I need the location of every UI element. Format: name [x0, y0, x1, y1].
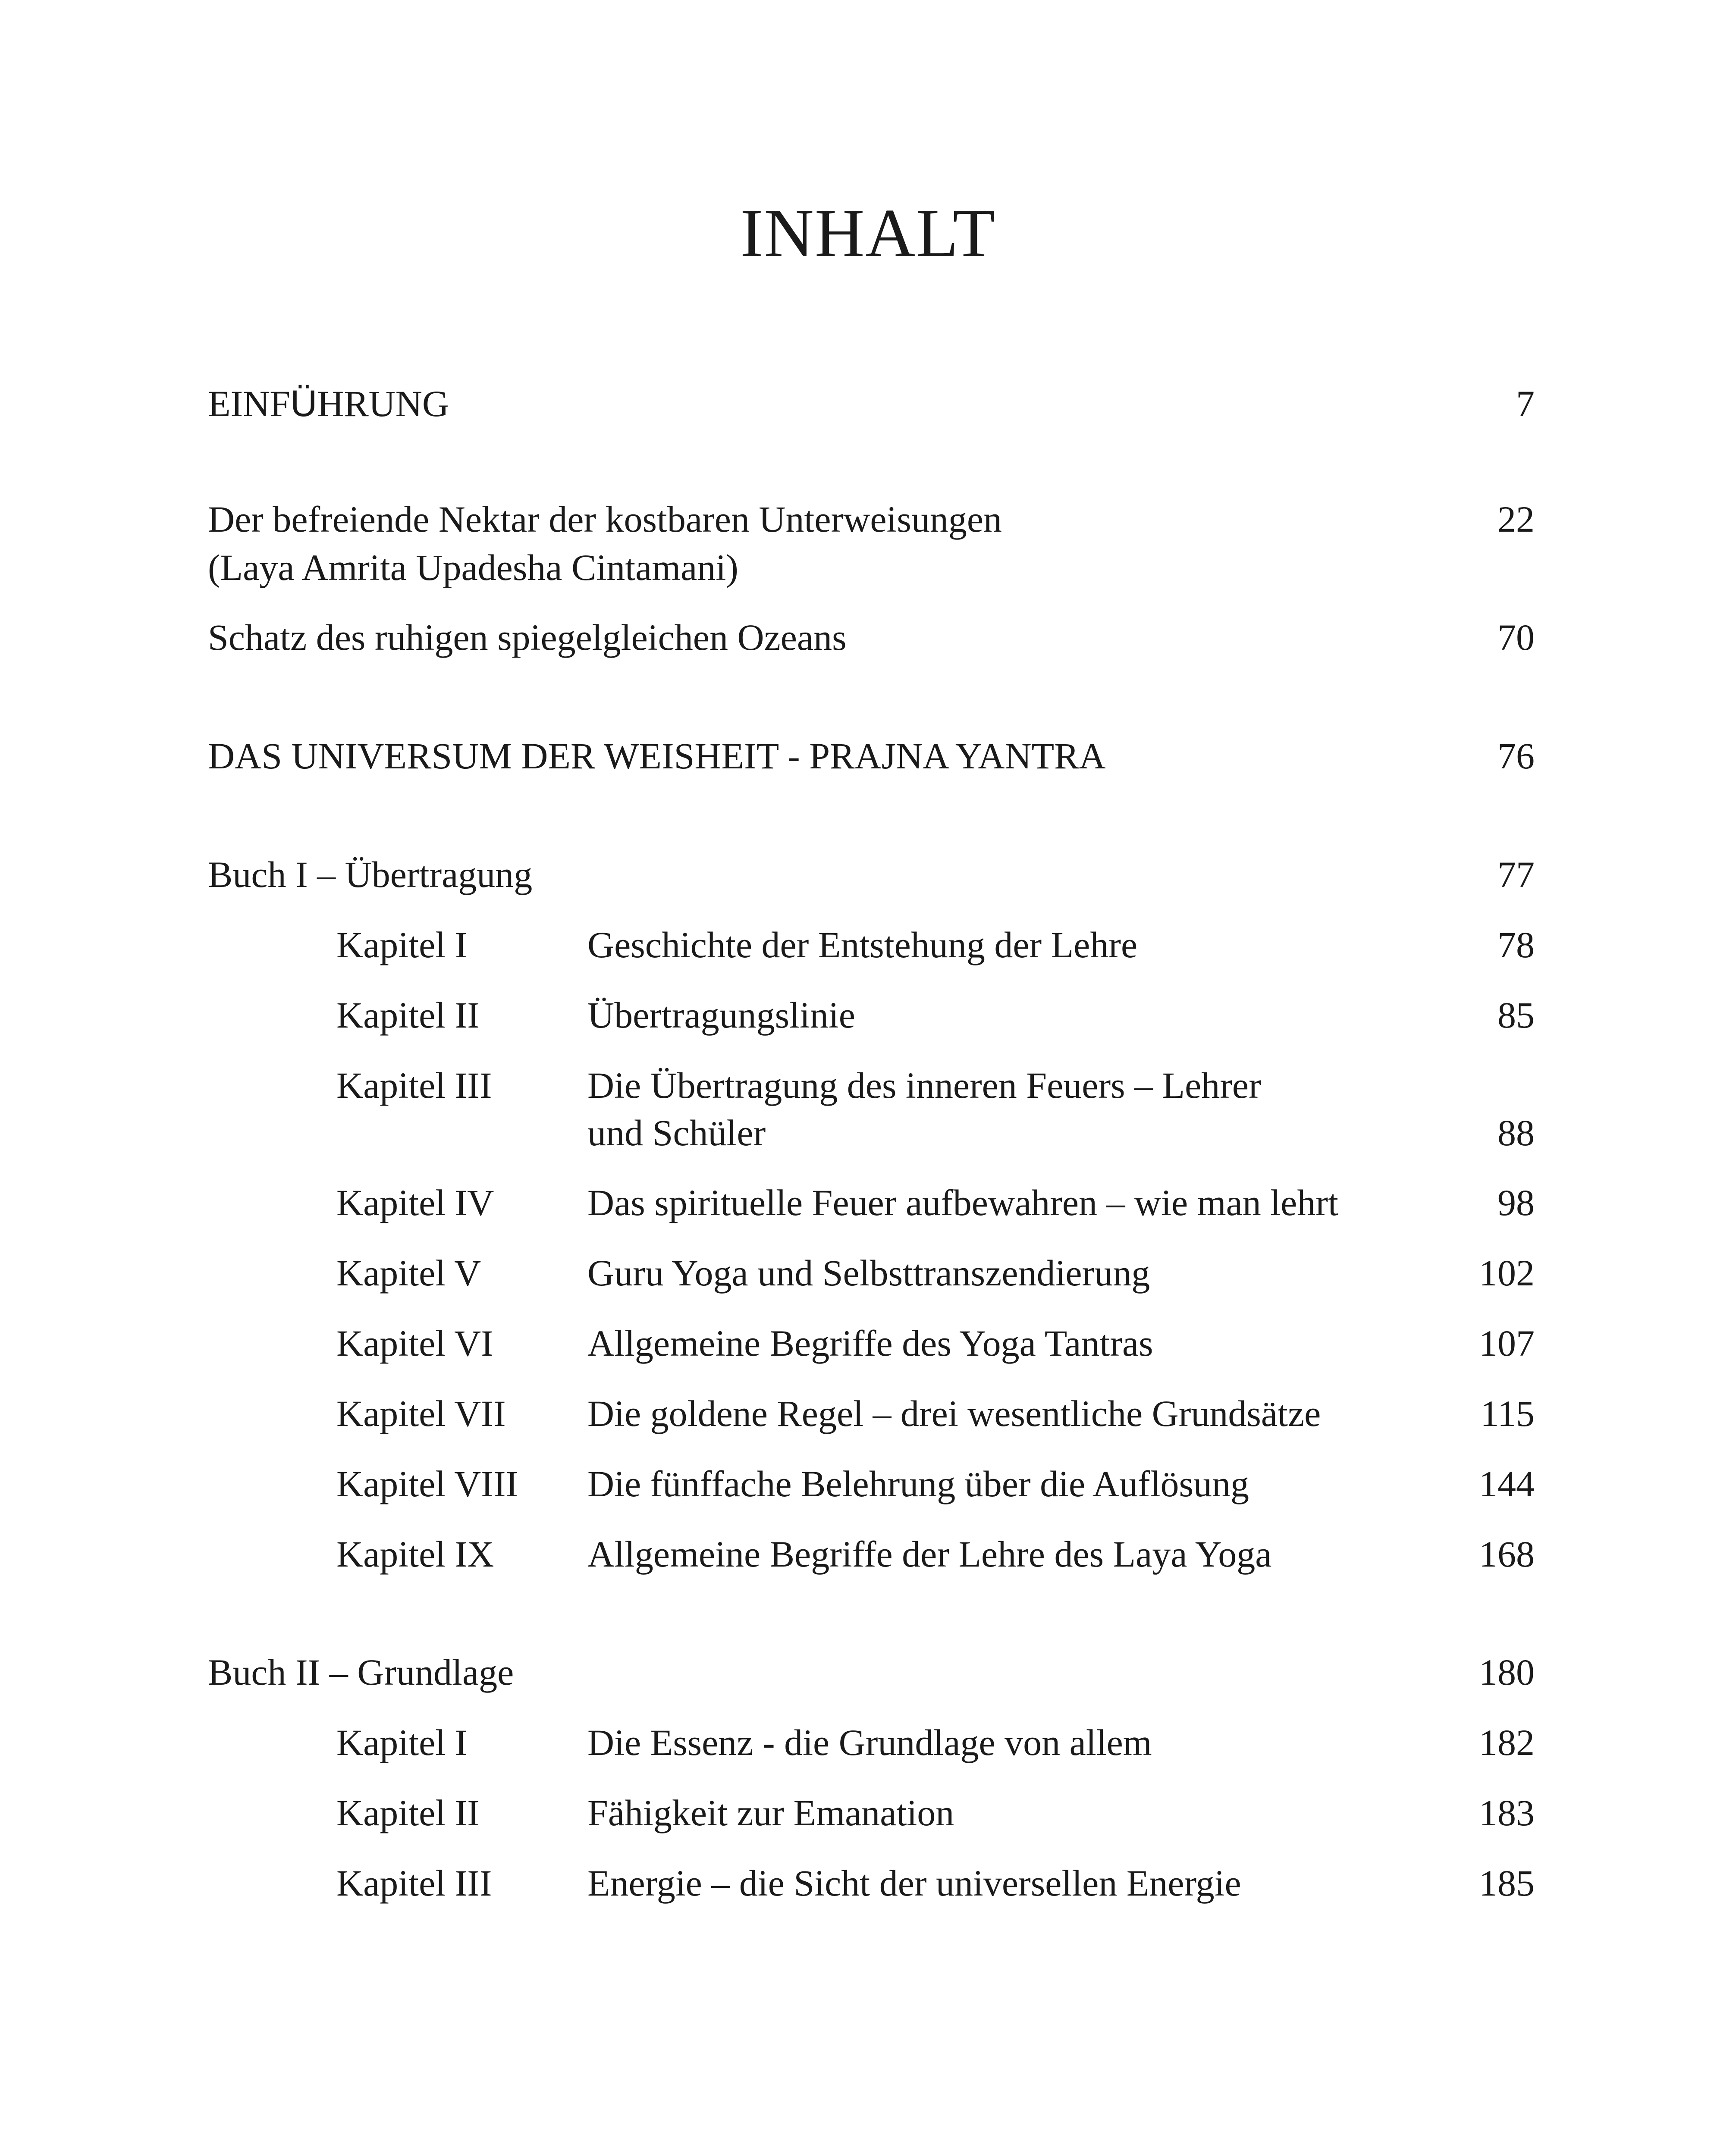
chapter-title[interactable]: Allgemeine Begriffe des Yoga Tantras	[587, 1322, 1153, 1364]
chapter-label: Kapitel IV	[336, 1182, 494, 1223]
chapter-title[interactable]: Energie – die Sicht der universellen Energie	[587, 1862, 1241, 1904]
chapter-title[interactable]: Die goldene Regel – drei wesentliche Grundsätze	[587, 1393, 1321, 1434]
toc-entry-title-part: EINF	[208, 383, 291, 424]
chapter-page-number: 102	[1479, 1252, 1535, 1294]
chapter-label: Kapitel III	[336, 1862, 492, 1904]
toc-entry-subtitle: (Laya Amrita Upadesha Cintamani)	[208, 547, 738, 588]
toc-entry-title[interactable]: Schatz des ruhigen spiegelgleichen Ozeans	[208, 617, 847, 658]
chapter-title[interactable]: Die fünffache Belehrung über die Auflösung	[587, 1463, 1249, 1504]
chapter-label: Kapitel II	[336, 994, 480, 1036]
chapter-label: Kapitel VI	[336, 1322, 493, 1364]
chapter-title[interactable]: Geschichte der Entstehung der Lehre	[587, 924, 1138, 965]
chapter-page-number: 115	[1480, 1393, 1535, 1434]
chapter-page-number: 185	[1479, 1862, 1535, 1904]
toc-entry-title[interactable]: DAS UNIVERSUM DER WEISHEIT - PRAJNA YANTRA	[208, 735, 1106, 777]
chapter-page-number: 88	[1497, 1112, 1535, 1153]
chapter-page-number: 78	[1497, 924, 1535, 965]
toc-entry-einfuehrung[interactable]	[208, 379, 449, 428]
toc-page-number: 77	[1497, 854, 1535, 895]
toc-page-number: 22	[1497, 498, 1535, 540]
page-title: INHALT	[740, 194, 996, 271]
chapter-title[interactable]: Die Übertragung des inneren Feuers – Lehrer	[587, 1065, 1261, 1106]
toc-page-number: 7	[1516, 383, 1535, 424]
toc-entry-title-part: HRUNG	[317, 383, 449, 424]
chapter-page-number: 85	[1497, 994, 1535, 1036]
toc-page-number: 180	[1479, 1651, 1535, 1693]
chapter-page-number: 183	[1479, 1792, 1535, 1833]
chapter-label: Kapitel II	[336, 1792, 480, 1833]
chapter-label: Kapitel VIII	[336, 1463, 518, 1504]
chapter-page-number: 182	[1479, 1722, 1535, 1763]
chapter-title[interactable]: Guru Yoga und Selbsttranszendierung	[587, 1252, 1150, 1294]
chapter-page-number: 107	[1479, 1322, 1535, 1364]
toc-book-title[interactable]: Buch II – Grundlage	[208, 1651, 514, 1693]
chapter-title[interactable]: Übertragungslinie	[587, 994, 855, 1036]
toc-entry-title[interactable]: Der befreiende Nektar der kostbaren Unterweisungen	[208, 498, 1002, 540]
chapter-page-number: 98	[1497, 1182, 1535, 1223]
chapter-page-number: 144	[1479, 1463, 1535, 1504]
chapter-label: Kapitel V	[336, 1252, 481, 1294]
chapter-label: Kapitel IX	[336, 1533, 494, 1575]
chapter-label: Kapitel I	[336, 924, 468, 965]
chapter-page-number: 168	[1479, 1533, 1535, 1575]
chapter-title[interactable]: Das spirituelle Feuer aufbewahren – wie man lehrt	[587, 1182, 1338, 1223]
toc-page-number: 70	[1497, 617, 1535, 658]
chapter-title-continuation: und Schüler	[587, 1112, 766, 1153]
chapter-label: Kapitel I	[336, 1722, 468, 1763]
chapter-title[interactable]: Allgemeine Begriffe der Lehre des Laya Yoga	[587, 1533, 1272, 1575]
toc-book-title[interactable]: Buch I – Übertragung	[208, 854, 533, 895]
chapter-label: Kapitel III	[336, 1065, 492, 1106]
toc-entry-title-part: Ü	[290, 383, 317, 424]
chapter-title[interactable]: Fähigkeit zur Emanation	[587, 1792, 954, 1833]
toc-page-number: 76	[1497, 735, 1535, 777]
chapter-label: Kapitel VII	[336, 1393, 506, 1434]
chapter-title[interactable]: Die Essenz - die Grundlage von allem	[587, 1722, 1152, 1763]
